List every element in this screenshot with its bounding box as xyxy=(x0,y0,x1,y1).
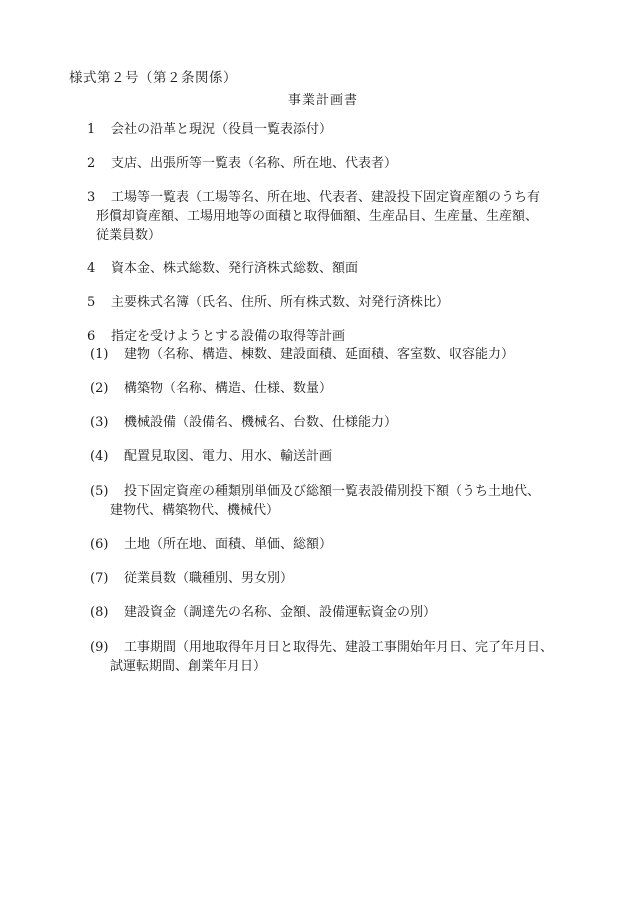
sub-item-text: 工事期間（用地取得年月日と取得先、建設工事開始年月日、完了年月日、 xyxy=(124,640,554,655)
sub-item-4 xyxy=(90,447,332,467)
sub-item-9 xyxy=(90,638,553,658)
sub-item-2 xyxy=(90,379,332,399)
list-item-3 xyxy=(87,188,540,208)
list-item-5 xyxy=(87,293,449,313)
sub-item-1 xyxy=(90,345,514,365)
sub-item-text: 配置見取図、電力、用水、輸送計画 xyxy=(124,449,333,464)
sub-item-text: 従業員数（職種別、男女別） xyxy=(124,571,294,586)
list-item-1 xyxy=(87,120,332,140)
sub-item-8 xyxy=(90,603,436,623)
item-text: 工場等一覧表（工場等名、所在地、代表者、建設投下固定資産額のうち有 xyxy=(111,190,541,205)
sub-item-5 xyxy=(90,482,540,502)
item-text: 支店、出張所等一覧表（名称、所在地、代表者） xyxy=(111,156,398,171)
sub-item-6 xyxy=(90,535,332,555)
list-item-3-continuation: 従業員数） xyxy=(96,228,162,243)
list-item-2 xyxy=(87,154,397,174)
sub-item-number: (6) xyxy=(90,537,109,552)
sub-item-text: 建設資金（調達先の名称、金額、設備運転資金の別） xyxy=(124,605,437,620)
item-text: 主要株式名簿（氏名、住所、所有株式数、対発行済株比） xyxy=(111,295,450,310)
item-text: 指定を受けようとする設備の取得等計画 xyxy=(111,329,346,344)
item-text: 会社の沿革と現況（役員一覧表添付） xyxy=(111,122,333,137)
item-number: 6 xyxy=(87,329,96,344)
sub-item-number: (9) xyxy=(90,640,109,655)
list-item-6 xyxy=(87,327,345,347)
sub-item-number: (7) xyxy=(90,571,109,586)
sub-item-text: 構築物（名称、構造、仕様、数量） xyxy=(124,381,333,396)
sub-item-text: 投下固定資産の種類別単価及び総額一覧表設備別投下額（うち土地代、 xyxy=(124,484,541,499)
sub-item-number: (2) xyxy=(90,381,109,396)
sub-item-number: (1) xyxy=(90,347,109,362)
sub-item-7 xyxy=(90,569,293,589)
item-text: 資本金、株式総数、発行済株式総数、額面 xyxy=(111,261,359,276)
item-number: 3 xyxy=(87,190,96,205)
sub-item-number: (3) xyxy=(90,415,109,430)
list-item-3-continuation: 形償却資産額、工場用地等の面積と取得価額、生産品目、生産量、生産額、 xyxy=(96,209,539,224)
sub-item-text: 建物（名称、構造、棟数、建設面積、延面積、客室数、収容能力） xyxy=(124,347,515,362)
sub-item-number: (5) xyxy=(90,484,109,499)
list-item-4 xyxy=(87,259,358,279)
sub-item-number: (4) xyxy=(90,449,109,464)
item-number: 5 xyxy=(87,295,96,310)
sub-item-5-continuation: 建物代、構築物代、機械代） xyxy=(110,503,280,518)
sub-item-number: (8) xyxy=(90,605,109,620)
sub-item-9-continuation: 試運転期間、創業年月日） xyxy=(110,659,267,674)
item-number: 2 xyxy=(87,156,96,171)
sub-item-3 xyxy=(90,413,397,433)
item-number: 4 xyxy=(87,261,96,276)
item-number: 1 xyxy=(87,122,96,137)
sub-item-text: 土地（所在地、面積、単価、総額） xyxy=(124,537,333,552)
sub-item-text: 機械設備（設備名、機械名、台数、仕様能力） xyxy=(124,415,398,430)
document-title: 事業計画書 xyxy=(287,93,358,108)
form-number-label: 様式第２号（第２条関係） xyxy=(69,70,237,86)
